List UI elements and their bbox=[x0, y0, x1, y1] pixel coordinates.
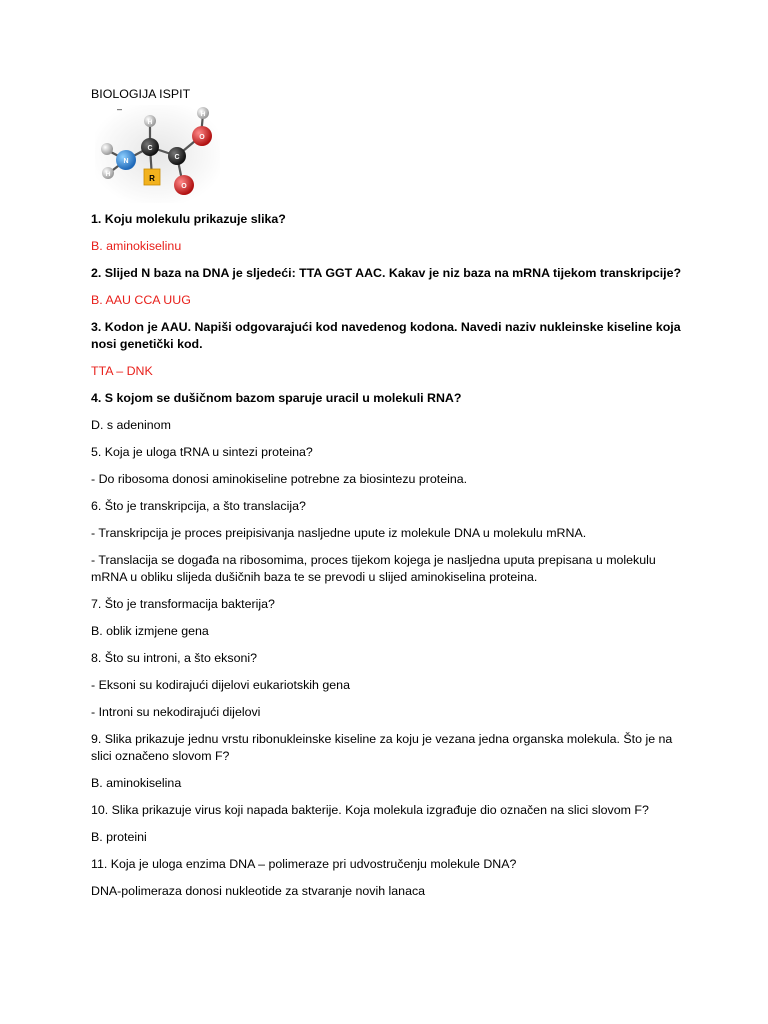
paragraph-text: B. proteini bbox=[91, 830, 147, 844]
hydrogen-left-upper bbox=[101, 143, 113, 155]
nitrogen-atom bbox=[116, 150, 136, 170]
question-text: 2. Slijed N baza na DNA je sljedeći: TTA GGT AAC. Kakav je niz baza na mRNA tijekom transkripcije? bbox=[91, 266, 682, 280]
paragraph-text: 7. Što je transformacija bakterija? bbox=[91, 597, 275, 611]
answer-text-red: TTA – DNK bbox=[91, 364, 153, 378]
paragraph-text: - Do ribosoma donosi aminokiseline potrebne za biosintezu proteina. bbox=[91, 472, 468, 486]
answer-text-red: B. aminokiselinu bbox=[91, 239, 182, 253]
paragraph-text: - Transkripcija je proces preipisivanja nasljedne upute iz molekule DNA u molekulu mRNA. bbox=[91, 526, 587, 540]
paragraph-text: 10. Slika prikazuje virus koji napada bakterije. Koja molekula izgrađuje dio označen na slici slovom F? bbox=[91, 803, 649, 817]
svg-text:H: H bbox=[105, 171, 111, 178]
paragraph-text: - Introni su nekodirajući dijelovi bbox=[91, 705, 261, 719]
question-text: 1. Koju molekulu prikazuje slika? bbox=[91, 212, 286, 226]
carbon-carboxyl bbox=[168, 147, 186, 165]
paragraph-text: 6. Što je transkripcija, a što translacija? bbox=[91, 499, 306, 513]
amino-acid-molecule-figure bbox=[95, 105, 220, 203]
paragraph-text: 9. Slika prikazuje jednu vrstu ribonukleinske kiseline za koju je vezana jedna organska molekula. Što je na slici označeno slovom F? bbox=[91, 732, 673, 763]
paragraph-text: DNA-polimeraza donosi nukleotide za stvaranje novih lanaca bbox=[91, 884, 426, 898]
paragraph-text: D. s adeninom bbox=[91, 418, 171, 432]
molecule-diagram bbox=[95, 105, 220, 203]
hydrogen-top bbox=[144, 115, 156, 127]
paragraph-text: B. oblik izmjene gena bbox=[91, 624, 209, 638]
document-title: BIOLOGIJA ISPIT bbox=[91, 87, 191, 101]
oxygen-top bbox=[192, 126, 212, 146]
paragraph-text: 11. Koja je uloga enzima DNA – polimeraze pri udvostručenju molekule DNA? bbox=[91, 857, 517, 871]
paragraph-text: 5. Koja je uloga tRNA u sintezi proteina? bbox=[91, 445, 313, 459]
oxygen-bottom bbox=[174, 175, 194, 195]
document-content bbox=[91, 86, 683, 910]
question-text: 3. Kodon je AAU. Napiši odgovarajući kod navedenog kodona. Navedi naziv nukleinske kiseline koja nosi genetički kod. bbox=[91, 320, 681, 351]
paragraph-text: - Eksoni su kodirajući dijelovi eukariotskih gena bbox=[91, 678, 350, 692]
question-list bbox=[91, 211, 683, 900]
svg-text:O: O bbox=[199, 134, 205, 141]
svg-text:R: R bbox=[149, 174, 155, 183]
answer-text-red: B. AAU CCA UUG bbox=[91, 293, 191, 307]
svg-text:O: O bbox=[181, 183, 187, 190]
figure-dash: – bbox=[117, 105, 123, 114]
paragraph-text: B. aminokiselina bbox=[91, 776, 182, 790]
hydrogen-right bbox=[197, 107, 209, 119]
question-text: 4. S kojom se dušičnom bazom sparuje uracil u molekuli RNA? bbox=[91, 391, 462, 405]
carbon-alpha bbox=[141, 138, 159, 156]
r-group bbox=[144, 169, 160, 185]
svg-text:C: C bbox=[174, 154, 180, 161]
svg-text:H: H bbox=[200, 111, 206, 118]
paragraph-text: - Translacija se događa na ribosomima, proces tijekom kojega je nasljedna uputa prepisana u molekulu mRNA u obliku slijeda dušičnih baza te se prevodi u slijed aminokiselina proteina. bbox=[91, 553, 656, 584]
svg-text:H: H bbox=[147, 119, 153, 126]
svg-text:N: N bbox=[123, 158, 129, 165]
hydrogen-left-lower bbox=[102, 167, 114, 179]
paragraph-text: 8. Što su introni, a što eksoni? bbox=[91, 651, 257, 665]
svg-text:C: C bbox=[147, 145, 153, 152]
